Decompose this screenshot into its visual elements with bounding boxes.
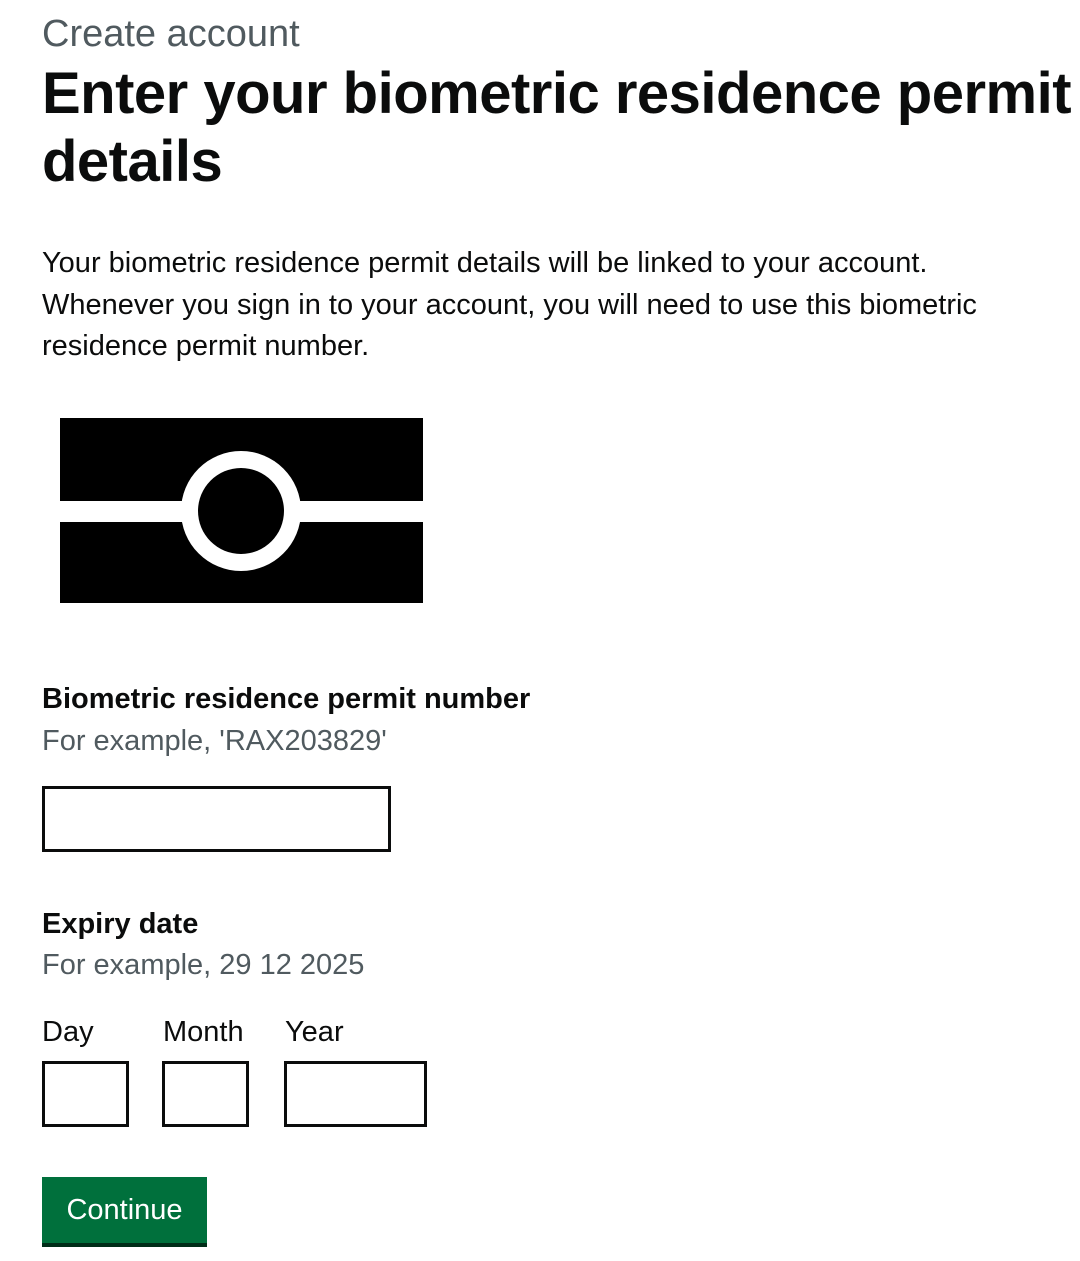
page-caption: Create account [42, 13, 300, 55]
expiry-date-hint: For example, 29 12 2025 [42, 949, 365, 981]
continue-button[interactable]: Continue [42, 1177, 207, 1243]
day-label: Day [42, 1016, 94, 1048]
permit-number-label: Biometric residence permit number [42, 683, 531, 715]
intro-paragraph: Your biometric residence permit details will be linked to your account. Whenever you sign in to your account, you will need to use this biometric residence permit number. [42, 247, 977, 362]
year-label: Year [285, 1016, 344, 1048]
permit-number-input[interactable] [42, 786, 391, 852]
permit-number-hint: For example, 'RAX203829' [42, 725, 387, 757]
expiry-month-input[interactable] [162, 1061, 249, 1127]
page-title: Enter your biometric residence permit details [42, 61, 1072, 194]
month-label: Month [163, 1016, 244, 1048]
biometric-residence-permit-icon [60, 418, 423, 603]
expiry-date-label: Expiry date [42, 908, 199, 940]
expiry-year-input[interactable] [284, 1061, 427, 1127]
expiry-day-input[interactable] [42, 1061, 129, 1127]
